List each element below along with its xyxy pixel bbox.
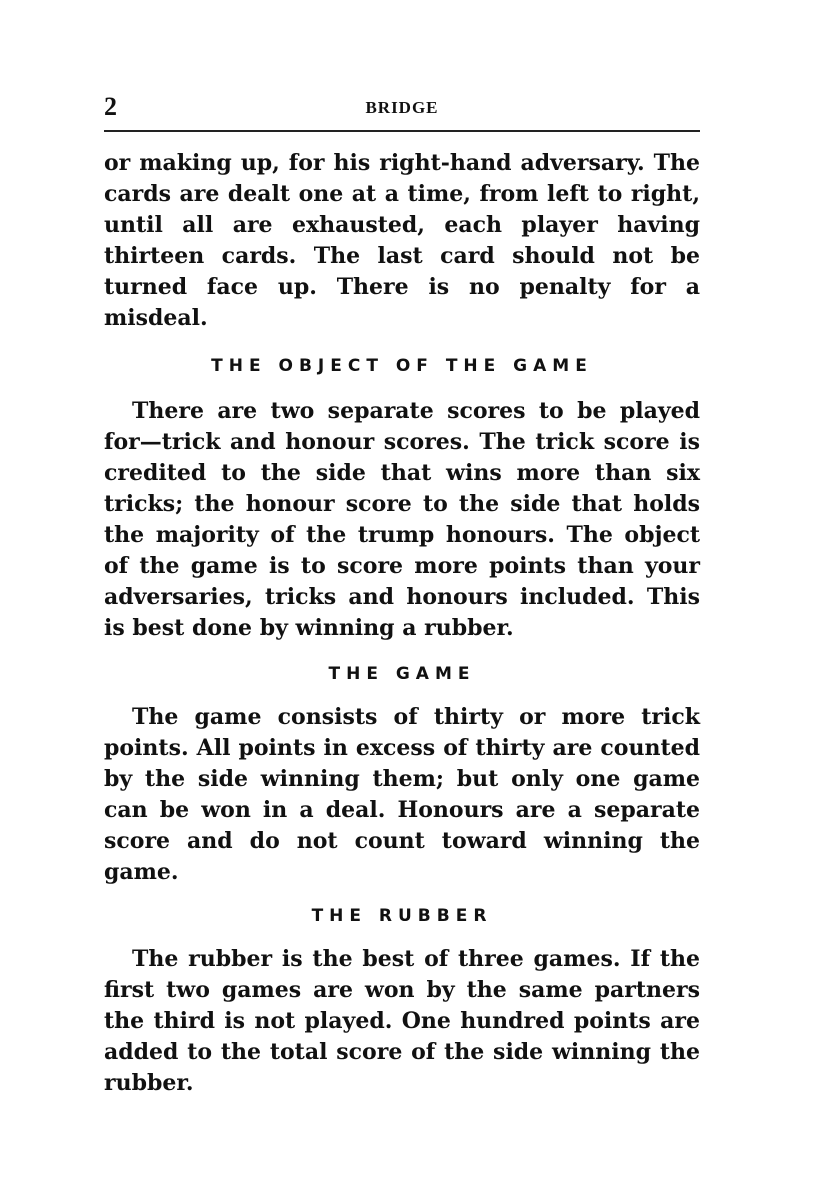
continuation-paragraph: or making up, for his right-hand adversary. The cards are dealt one at a time, from left to right, until all are exhausted, each player having thirteen cards. The last card should not be turned face up. There is no penalty for a misdeal. [104,150,700,331]
page-header [104,92,700,124]
section-heading-the-game: THE GAME [328,664,476,684]
running-title: BRIDGE [365,98,439,117]
section-paragraph-the-rubber: The rubber is the best of three games. If the first two games are won by the same partners the third is not played. One hundred points are added to the total score of the side winning the rubber. [104,946,700,1096]
section-heading-the-rubber: THE RUBBER [311,906,493,926]
section-paragraph-the-game: The game consists of thirty or more trick points. All points in excess of thirty are counted by the side winning them; but only one game can be won in a deal. Honours are a separate score and do not count toward winning the game. [104,704,700,885]
page-body [104,148,700,1099]
book-page [104,92,700,1096]
section-heading-object-of-the-game: THE OBJECT OF THE GAME [211,356,593,376]
section-paragraph-object-of-the-game: There are two separate scores to be played for—trick and honour scores. The trick score is credited to the side that wins more than six tricks; the honour score to the side that holds the majority of the trump honours. The object of the game is to score more points than your adversaries, tricks and honours included. This is best done by winning a rubber. [104,398,700,641]
header-rule [104,130,700,132]
page-number: 2 [104,92,117,121]
